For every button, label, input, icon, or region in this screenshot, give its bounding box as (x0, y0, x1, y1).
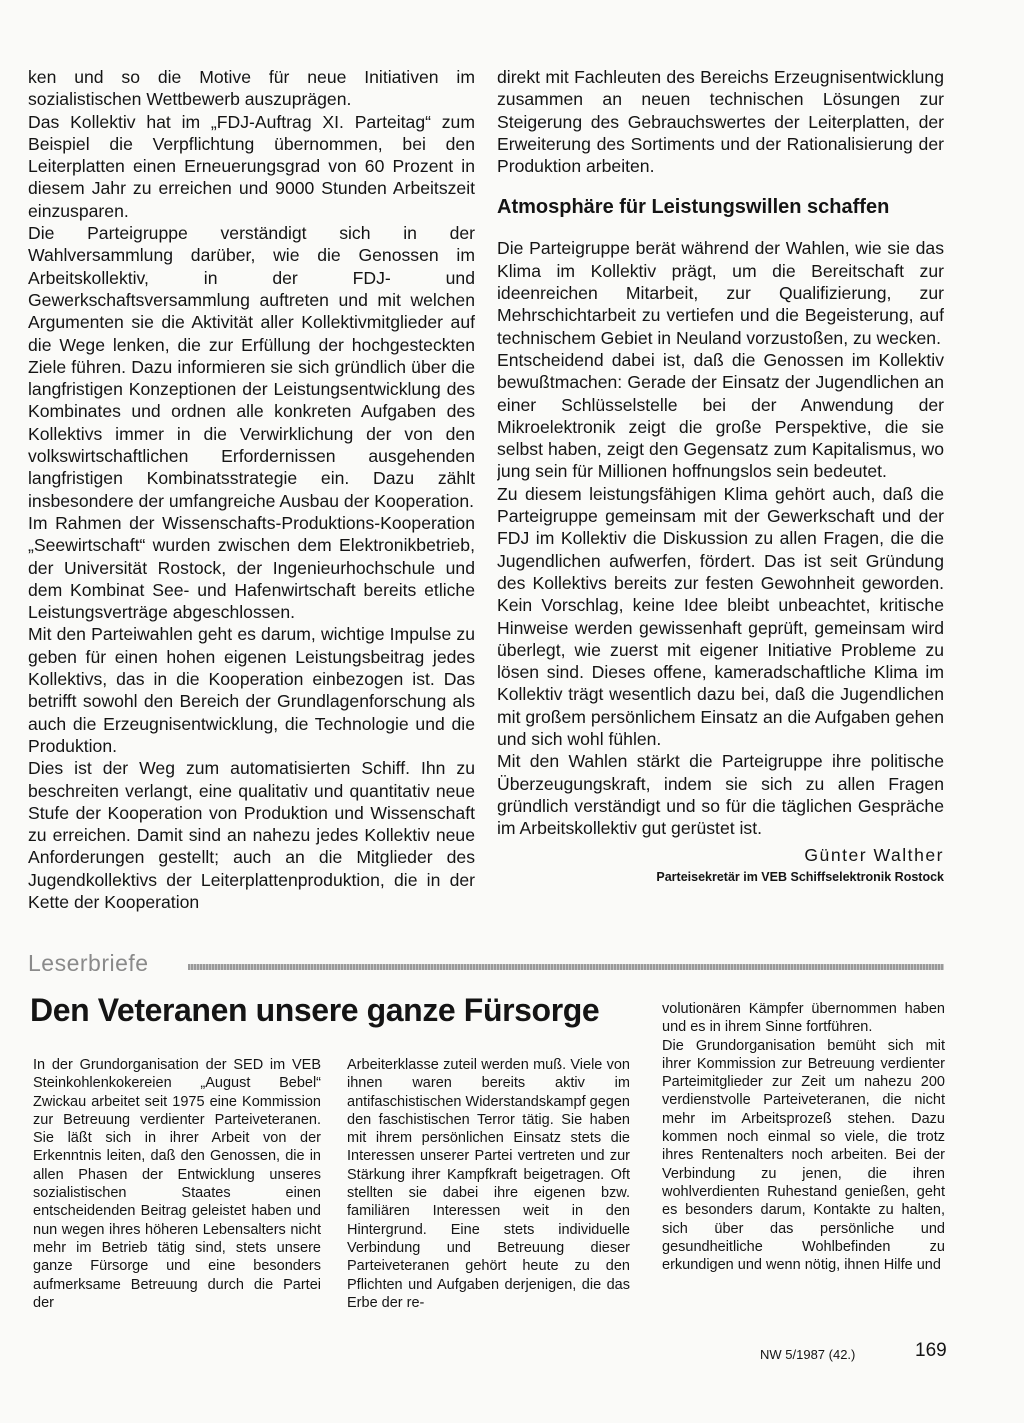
paragraph: Die Parteigruppe verständigt sich in der Wahlversammlung darüber, wie die Genossen im Arbeitskollektiv, in der FDJ- und Gewerkschaftsversammlung auftreten und mit welchen Argumenten sie die Aktivität aller Kollektivmitglieder auf die Wege lenken, die zur Erfüllung der hochgesteckten Ziele führen. Dazu informieren sie sich gründlich über die langfristigen Konzeptionen der Leistungsentwicklung des Kombinates und ordnen alle konkreten Aufgaben des Kollektivs immer in die Verwirklichung der von den volkswirtschaftlichen Erfordernissen ausgehenden langfristigen Kombinatsstrategie ein. Dazu zählt insbesondere der umfangreiche Ausbau der Kooperation. (28, 223, 475, 511)
subheading: Atmosphäre für Leistungswillen schaffen (497, 196, 890, 219)
letter-column-2 (347, 1056, 630, 1312)
paragraph: Mit den Parteiwahlen geht es darum, wichtige Impulse zu geben für einen hohen eigenen Leistungsbeitrag jedes Kollektivs, das in die Kooperation einbezogen ist. Das betrifft sowohl den Bereich der Grundlagenforschung als auch die Erzeugnisentwicklung, die Technologie und die Produktion. (28, 624, 475, 756)
letter-headline: Den Veteranen unsere ganze Fürsorge (30, 992, 600, 1028)
letter-column-3 (662, 1000, 945, 1274)
paragraph: Die Parteigruppe berät während der Wahlen, wie sie das Klima im Kollektiv prägt, um die Bereitschaft zur ideenreichen Mitarbeit, zur Qualifizierung, zur Mehrschichtarbeit zu vertiefen und die Begeisterung, auf technischem Gebiet in Neuland vorzustoßen, zu wecken. (497, 238, 944, 348)
author-role: Parteisekretär im VEB Schiffselektronik Rostock (656, 869, 944, 884)
section-label: Leserbriefe (28, 950, 149, 976)
paragraph: In der Grundorganisation der SED im VEB Steinkohlenkokereien „August Bebel“ Zwickau arbeitet seit 1975 eine Kommission zur Betreuung verdienter Parteiveteranen. Sie läßt sich in ihrer Arbeit von der Erkenntnis leiten, daß den Genossen, die in allen Phasen der Entwicklung unseres sozialistischen Staates einen entscheidenden Beitrag geleistet haben und nun wegen ihres höheren Lebensalters nicht mehr im Betrieb tätig sind, stets unsere ganze Fürsorge und eine besonders aufmerksame Betreuung durch die Partei der (33, 1057, 321, 1311)
paragraph: Entscheidend dabei ist, daß die Genossen im Kollektiv bewußtmachen: Gerade der Einsatz der Jugendlichen an einer Schlüsselstelle bei der Anwendung der Mikroelektronik zeigt die große Perspektive, die sie selbst haben, zeigt den Gegensatz zum Kapitalismus, wo jung sein für Millionen hoffnungslos sein bedeutet. (497, 349, 944, 482)
article-column-1 (28, 66, 475, 913)
paragraph: Dies ist der Weg zum automatisierten Schiff. Ihn zu beschreiten verlangt, eine qualitativ und quantitativ neue Stufe der Kooperation von Produktion und Wissenschaft zu erreichen. Damit sind an nahezu jedes Kollektiv neue Anforderungen gestellt; auch an die Mitglieder des Jugendkollektivs der Leiterplattenproduktion, die in der Kette der Kooperation (28, 758, 475, 912)
section-header (28, 950, 944, 980)
author-name: Günter Walther (804, 844, 944, 865)
letter-column-1 (33, 1056, 321, 1312)
paragraph: Das Kollektiv hat im „FDJ-Auftrag XI. Parteitag“ zum Beispiel die Verpflichtung übernommen, bei den Leiterplatten einen Erneuerungsgrad von 60 Prozent in diesem Jahr zu erreichen und 9000 Stunden Arbeitszeit einzusparen. (28, 111, 475, 221)
paragraph: Die Grundorganisation bemüht sich mit ihrer Kommission zur Betreuung verdienter Parteimitglieder zur Zeit um nahezu 200 verdienstvolle Parteiveteranen, die nicht mehr im Arbeitsprozeß stehen. Dazu kommen noch einmal so viele, die trotz ihres Rentenalters noch arbeiten. Bei der Verbindung zu jenen, die ihren wohlverdienten Ruhestand genießen, geht es besonders darum, Kontakte zu halten, sich über das persönliche und gesundheitliche Wohlbefinden zu erkundigen und wenn nötig, ihnen Hilfe und (662, 1037, 945, 1274)
paragraph: ken und so die Motive für neue Initiativen im sozialistischen Wettbewerb auszuprägen. (28, 67, 475, 110)
page-number: 169 (915, 1340, 947, 1361)
paragraph: volutionären Kämpfer übernommen haben und es in ihrem Sinne fortführen. (662, 1001, 945, 1036)
paragraph: Mit den Wahlen stärkt die Parteigruppe ihre politische Überzeugungskraft, indem sie sich zu allen Fragen gründlich verständigt und so für die täglichen Gespräche im Arbeitskollektiv gut gerüstet ist. (497, 751, 944, 839)
article-column-2 (497, 66, 944, 886)
paragraph: Zu diesem leistungsfähigen Klima gehört auch, daß die Parteigruppe gemeinsam mit der Gewerkschaft und der FDJ im Kollektiv die Diskussion zu allen Fragen, die die Jugendlichen aufwerfen, fördert. Das ist seit Gründung des Kollektivs bereits zur festen Gewohnheit geworden. Kein Vorschlag, keine Idee bleibt unbeachtet, kritische Hinweise werden gewissenhaft geprüft, gemeinsam wird überlegt, wie zuerst mit eigener Initiative Probleme zu lösen sind. Dieses offene, kameradschaftliche Klima im Kollektiv trägt wesentlich dazu bei, daß die Jugendlichen mit großem persönlichem Einsatz an die Aufgaben gehen und sich wohl fühlen. (497, 483, 944, 750)
paragraph: direkt mit Fachleuten des Bereichs Erzeugnisentwicklung zusammen an neuen technischen Lösungen zur Steigerung des Gebrauchswertes der Leiterplatten, der Erweiterung des Sortiments und der Rationalisierung der Produktion arbeiten. (497, 67, 944, 177)
section-divider (188, 964, 944, 970)
paragraph: Im Rahmen der Wissenschafts-Produktions-Kooperation „Seewirtschaft“ wurden zwischen dem Elektronikbetrieb, der Universität Rostock, der Ingenieurhochschule und dem Kombinat See- und Hafenwirtschaft bereits etliche Leistungsverträge abgeschlossen. (28, 512, 475, 623)
issue-label: NW 5/1987 (42.) (760, 1347, 856, 1362)
paragraph: Arbeiterklasse zuteil werden muß. Viele von ihnen waren bereits aktiv im antifaschistischen Widerstandskampf gegen den faschistischen Terror tätig. Sie haben mit ihrem persönlichen Einsatz stets die Interessen unserer Partei vertreten und zur Stärkung ihrer Kampfkraft beigetragen. Oft stellten sie dabei ihre eigenen bzw. familiären Interessen weit in den Hintergrund. Eine stets individuelle Verbindung und Betreuung dieser Parteiveteranen gehört heute zu den Pflichten und Aufgaben derjenigen, die das Erbe der re- (347, 1057, 630, 1311)
page-footer (0, 1340, 1024, 1370)
